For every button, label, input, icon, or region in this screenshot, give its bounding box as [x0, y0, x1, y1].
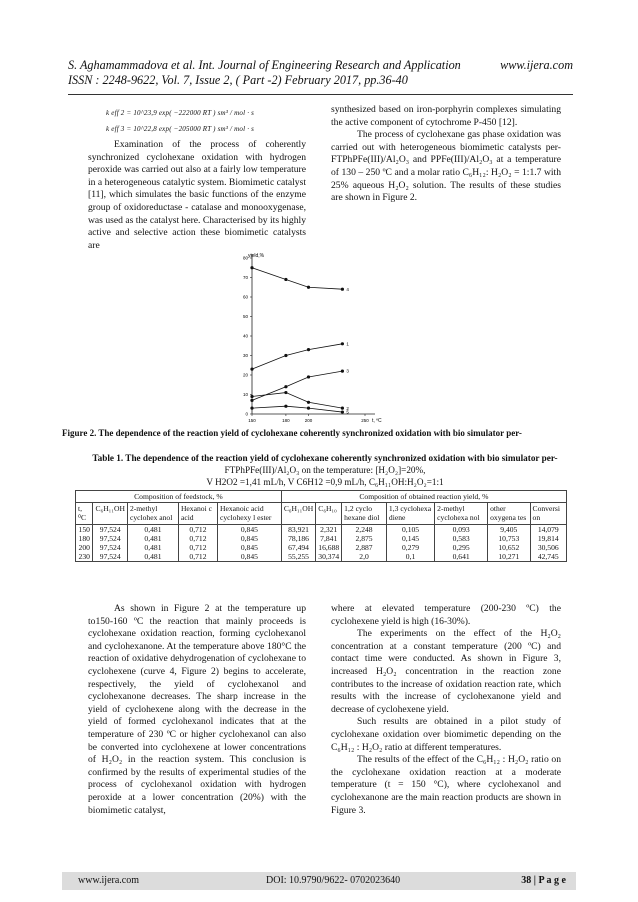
- header-website[interactable]: www.ijera.com: [500, 58, 573, 72]
- running-header: [68, 58, 573, 88]
- table-cell: 0,712: [178, 534, 217, 543]
- table-cell: 0,481: [127, 524, 178, 534]
- y-tick-label: 40: [242, 333, 248, 339]
- footer-website[interactable]: www.ijera.com: [78, 875, 139, 886]
- y-tick-label: 10: [242, 392, 248, 398]
- table-cell: 67,494: [281, 543, 315, 552]
- column-header: C₆H₁₁OH: [93, 503, 127, 524]
- table-cell: 97,524: [93, 524, 127, 534]
- table-cell: 0,481: [127, 552, 178, 562]
- data-point: [250, 368, 253, 371]
- table-cell: 0,279: [386, 543, 434, 552]
- table-cell: 2,887: [342, 543, 387, 552]
- column-header: other oxygena tes: [488, 503, 530, 524]
- table-cell: 150: [76, 524, 93, 534]
- header-divider: [68, 94, 573, 95]
- table-cell: 230: [76, 552, 93, 562]
- table-cell: 83,921: [281, 524, 315, 534]
- table-cell: 97,524: [93, 534, 127, 543]
- paragraph: The experiments on the effect of the H₂O₂ concentration at a constant temperature (200 ºC) and contact time were conducted. As shown in Figure 3, increased H₂O₂ concentration in the reaction zone contributes to the increase of oxidation reaction rate, which results with the increase of cyclohexanone yield and decrease of cyclohexene yield.: [331, 628, 561, 715]
- table-cell: 78,186: [281, 534, 315, 543]
- series-label: 5: [346, 409, 349, 415]
- series-line-3: [252, 371, 342, 400]
- table-row: [76, 524, 567, 534]
- paragraph: As shown in Figure 2 at the temperature up to150-160 ºC the reaction that mainly proceeds is cyclohexane oxidation reaction, forming cyclohexanol and cyclohexanone. At the temperature above 180°C the reaction of oxidative dehydrogenation of cyclohexane to cyclohexene (curve 4, Figure 2) begins to accelerate, respectively, the yield of cyclohexanol and cyclohexanone decreases. The sharp increase in the yield of cyclohexene along with the decrease in the yield of formed cyclohexanol indicates that at the temperature of 230 ºC or higher cyclohexanol can also be converted into cyclohexene at lower concentrations of H₂O₂ in the reaction system. This conclusion is confirmed by the results of experimental studies of the process of cyclohexanol oxidation with hydrogen peroxide at a lower concentration (20%) with the biomimetic catalyst,: [88, 603, 306, 816]
- data-point: [341, 410, 344, 413]
- table-cell: 30,506: [530, 543, 566, 552]
- lower-left-column: [88, 603, 306, 817]
- data-point: [284, 385, 287, 388]
- table-row: [76, 552, 567, 562]
- table-cell: 0,481: [127, 543, 178, 552]
- paragraph: Such results are obtained in a pilot study of cyclohexane oxidation over biomimetic depending on the C₆H₁₂ : H₂O₂ ratio at different temperatures.: [331, 716, 561, 753]
- data-point: [341, 370, 344, 373]
- table-cell: 10,753: [488, 534, 530, 543]
- table-cell: 30,374: [316, 552, 342, 562]
- series-label: 4: [346, 286, 349, 292]
- table-cell: 2,248: [342, 524, 387, 534]
- data-point: [250, 407, 253, 410]
- lower-right-column: [331, 603, 561, 817]
- table-caption-line: V H2O2 =1,41 mL/h, V C6H12 =0,9 mL/h, C₆H₁₁OH:H₂O₂=1:1: [206, 477, 444, 487]
- equation-2: k eff 3 = 10^22,8 exp( −205000 RT ) sm³ / mol · s: [106, 125, 255, 133]
- column-header: t, ⁰C: [76, 503, 93, 524]
- data-point: [284, 405, 287, 408]
- y-tick-label: 50: [242, 314, 248, 320]
- line-chart: [240, 248, 390, 438]
- upper-right-column: [331, 104, 561, 205]
- equation-1: k eff 2 = 10^23,9 exp( −222000 RT ) sm³ / mol · s: [106, 109, 255, 117]
- table-cell: 0,583: [435, 534, 488, 543]
- column-header: Hexanoic acid cyclohexy l ester: [218, 503, 282, 524]
- table-cell: 7,841: [316, 534, 342, 543]
- series-line-2: [252, 393, 342, 409]
- data-point: [341, 342, 344, 345]
- column-header: 1,2 cyclo hexane diol: [342, 503, 387, 524]
- table-caption-line: FTPhPFe(III)/Al₂O₃ on the temperature: [H₂O₂]=20%,: [224, 465, 426, 475]
- x-tick-label: 150: [248, 418, 256, 423]
- table-cell: 0,712: [178, 552, 217, 562]
- table-cell: 0,845: [218, 534, 282, 543]
- table-cell: 2,875: [342, 534, 387, 543]
- y-tick-label: 80: [242, 255, 248, 261]
- column-header: Hexanoi c acid: [178, 503, 217, 524]
- upper-left-column: [88, 104, 306, 252]
- data-point: [307, 286, 310, 289]
- data-point: [307, 375, 310, 378]
- table-row: [76, 534, 567, 543]
- table-cell: 0,481: [127, 534, 178, 543]
- table-cell: 14,079: [530, 524, 566, 534]
- data-point: [341, 288, 344, 291]
- table-cell: 0,845: [218, 524, 282, 534]
- series-line-4: [252, 268, 342, 289]
- table-row: [76, 543, 567, 552]
- data-point: [250, 399, 253, 402]
- group-feedstock: Composition of feedstock, %: [76, 491, 282, 503]
- series-line-5: [252, 406, 342, 412]
- paragraph: synthesized based on iron-porphyrin complexes simulating the active component of cytochrome P-450 [12].: [331, 104, 561, 128]
- series-label: 2: [346, 405, 349, 411]
- table-cell: 0,712: [178, 543, 217, 552]
- table-cell: 42,745: [530, 552, 566, 562]
- issn-line: ISSN : 2248-9622, Vol. 7, Issue 2, ( Part -2) February 2017, pp.36-40: [68, 73, 408, 87]
- table-header-row: [76, 503, 567, 524]
- data-point: [307, 407, 310, 410]
- table-cell: 97,524: [93, 552, 127, 562]
- table-cell: 0,1: [386, 552, 434, 562]
- page-number: 38 | P a g e: [521, 875, 566, 886]
- group-product: Composition of obtained reaction yield, %: [281, 491, 566, 503]
- table-cell: 2,321: [316, 524, 342, 534]
- page-footer: [62, 872, 576, 890]
- y-tick-label: 0: [245, 411, 248, 417]
- y-tick-label: 60: [242, 294, 248, 300]
- x-tick-label: 200: [304, 418, 313, 423]
- table-caption: [80, 452, 570, 488]
- x-axis-label: t, ºC: [372, 418, 382, 424]
- figure-2: [240, 248, 390, 438]
- data-point: [284, 278, 287, 281]
- table-caption-line: Table 1. The dependence of the reaction yield of cyclohexane coherently synchronized oxidation with bio simulator per-: [92, 453, 558, 463]
- y-axis-label: yield,%: [248, 253, 265, 259]
- table-cell: 55,255: [281, 552, 315, 562]
- table-cell: 0,093: [435, 524, 488, 534]
- table-cell: 16,688: [316, 543, 342, 552]
- table-cell: 9,405: [488, 524, 530, 534]
- table-cell: 97,524: [93, 543, 127, 552]
- data-point: [307, 401, 310, 404]
- table-cell: 0,845: [218, 552, 282, 562]
- table-1: [75, 490, 567, 562]
- column-header: 2-methyl cyclohexa nol: [435, 503, 488, 524]
- table-cell: 180: [76, 534, 93, 543]
- y-tick-label: 30: [242, 353, 248, 359]
- y-tick-label: 70: [242, 275, 248, 281]
- figure-caption: Figure 2. The dependence of the reaction yield of cyclohexane coherently synchronized oxidation with bio simulator per-: [62, 428, 522, 438]
- x-tick-label: 180: [282, 418, 290, 423]
- column-header: C₆H₁₀: [316, 503, 342, 524]
- series-label: 3: [346, 368, 349, 374]
- table-cell: 200: [76, 543, 93, 552]
- data-point: [307, 348, 310, 351]
- x-tick-label: 250: [361, 418, 369, 423]
- table-cell: 0,105: [386, 524, 434, 534]
- column-header: Conversi on: [530, 503, 566, 524]
- table-cell: 2,0: [342, 552, 387, 562]
- y-tick-label: 20: [242, 372, 248, 378]
- table-cell: 0,145: [386, 534, 434, 543]
- table-cell: 0,641: [435, 552, 488, 562]
- paragraph: where at elevated temperature (200-230 ºC) the cyclohexene yield is high (16-30%).: [331, 603, 561, 627]
- table-cell: 19,814: [530, 534, 566, 543]
- table-group-row: [76, 491, 567, 503]
- column-header: C₆H₁₁OH: [281, 503, 315, 524]
- paragraph: The process of cyclohexane gas phase oxidation was carried out with heterogeneous biomimetic catalysts per-FTPhPFe(III)/Al₂O₃ and PPFe(III)/Al₂O₃ at a temperature of 130 – 250 ºC and a molar ratio C₆H₁₂: H₂O₂ = 1:1.7 with 25% aqueous H₂O₂ solution. The results of these studies are shown in Figure 2.: [331, 129, 561, 204]
- column-header: 1,3 cyclohexa diene: [386, 503, 434, 524]
- paragraph: Examination of the process of coherently synchronized cyclohexane oxidation with hydrogen peroxide was carried out also at a fairly low temperature in a heterogeneous catalytic system. Biomimetic catalyst [11], which simulates the basic functions of the enzyme group of oxidoreductase - catalase and monooxygenase, was used as the catalyst here. Characterised by its highly active and selective action these biomimetic catalysts are: [88, 139, 306, 251]
- data-point: [250, 395, 253, 398]
- series-label: 1: [346, 341, 349, 347]
- data-point: [341, 407, 344, 410]
- series-line-1: [252, 344, 342, 369]
- column-header: 2-methyl cyclohex anol: [127, 503, 178, 524]
- paragraph: The results of the effect of the C₆H₁₂ : H₂O₂ ratio on the cyclohexane oxidation reaction at a moderate temperature (t = 150 °C), where cyclohexanol and cyclohexanone are the main reaction products are shown in Figure 3.: [331, 754, 561, 816]
- table-cell: 10,652: [488, 543, 530, 552]
- data-point: [284, 354, 287, 357]
- table-cell: 10,271: [488, 552, 530, 562]
- table-cell: 0,295: [435, 543, 488, 552]
- table-cell: 0,712: [178, 524, 217, 534]
- data-point: [284, 391, 287, 394]
- journal-citation: S. Aghamammadova et al. Int. Journal of Engineering Research and Application: [68, 58, 461, 72]
- data-point: [250, 266, 253, 269]
- table-cell: 0,845: [218, 543, 282, 552]
- footer-doi: DOI: 10.9790/9622- 0702023640: [266, 875, 401, 886]
